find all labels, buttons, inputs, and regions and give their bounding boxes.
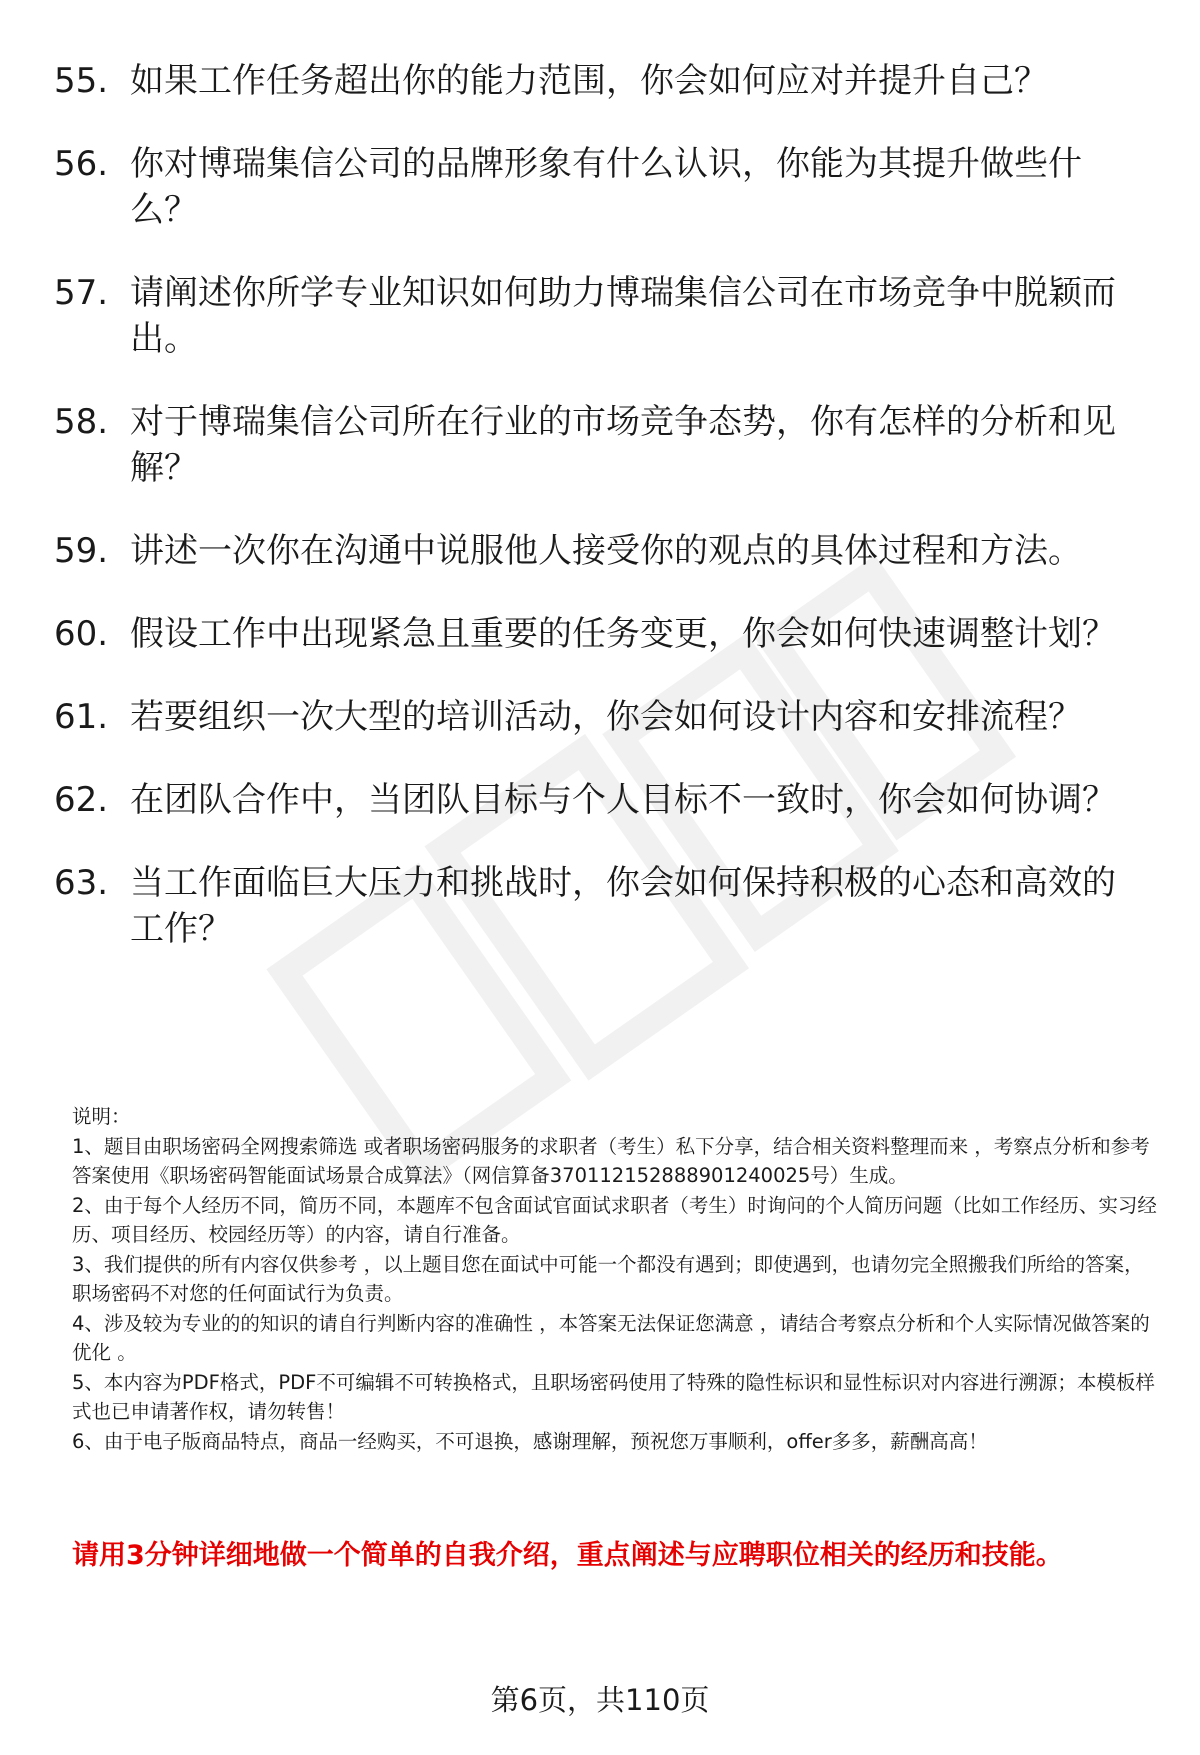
question-number: 59. xyxy=(54,531,109,571)
question-text: 对于博瑞集信公司所在行业的市场竞争态势，你有怎样的分析和见解？ xyxy=(130,402,1116,488)
note-item: 2、由于每个人经历不同，简历不同，本题库不包含面试官面试求职者（考生）时询问的个人简历问题（比如工作经历、实习经历、项目经历、校园经历等）的内容，请自行准备。 xyxy=(72,1193,1157,1246)
question-text: 你对博瑞集信公司的品牌形象有什么认识，你能为其提升做些什么？ xyxy=(130,144,1082,230)
question-number: 63. xyxy=(54,863,109,903)
question-text: 讲述一次你在沟通中说服他人接受你的观点的具体过程和方法。 xyxy=(130,531,1082,571)
question-item xyxy=(0,777,1200,823)
question-text: 假设工作中出现紧急且重要的任务变更，你会如何快速调整计划？ xyxy=(130,614,1116,654)
question-number: 60. xyxy=(54,614,109,654)
note-item: 6、由于电子版商品特点，商品一经购买，不可退换，感谢理解，预祝您万事顺利，offer多多，薪酬高高！ xyxy=(72,1429,988,1453)
question-text: 若要组织一次大型的培训活动，你会如何设计内容和安排流程？ xyxy=(130,697,1082,737)
question-item xyxy=(0,860,1200,952)
question-text: 如果工作任务超出你的能力范围，你会如何应对并提升自己？ xyxy=(130,61,1048,101)
question-text: 在团队合作中，当团队目标与个人目标不一致时，你会如何协调？ xyxy=(130,780,1116,820)
question-number: 61. xyxy=(54,697,109,737)
question-item xyxy=(0,611,1200,657)
question-text: 当工作面临巨大压力和挑战时，你会如何保持积极的心态和高效的工作？ xyxy=(130,863,1116,949)
question-list xyxy=(0,58,1200,989)
question-text: 请阐述你所学专业知识如何助力博瑞集信公司在市场竞争中脱颖而出。 xyxy=(130,273,1116,359)
question-item xyxy=(0,528,1200,574)
highlight-question: 请用3分钟详细地做一个简单的自我介绍，重点阐述与应聘职位相关的经历和技能。 xyxy=(72,1540,1063,1571)
question-item xyxy=(0,58,1200,104)
note-item: 1、题目由职场密码全网搜索筛选 或者职场密码服务的求职者（考生）私下分享，结合相关资料整理而来 ，考察点分析和参考答案使用《职场密码智能面试场景合成算法》（网信算备370112152888901240025号）生成。 xyxy=(72,1134,1150,1187)
note-item: 4、涉及较为专业的的知识的请自行判断内容的准确性 ，本答案无法保证您满意 ，请结合考察点分析和个人实际情况做答案的优化 。 xyxy=(72,1311,1150,1364)
page-number: 第6页，共110页 xyxy=(490,1683,710,1717)
notes-section xyxy=(72,1102,1160,1456)
question-number: 56. xyxy=(54,144,109,184)
note-item: 3、我们提供的所有内容仅供参考 ，以上题目您在面试中可能一个都没有遇到；即使遇到，也请勿完全照搬我们所给的答案，职场密码不对您的任何面试行为负责。 xyxy=(72,1252,1144,1305)
question-item xyxy=(0,141,1200,233)
note-item: 5、本内容为PDF格式，PDF不可编辑不可转换格式，且职场密码使用了特殊的隐性标识和显性标识对内容进行溯源；本模板样式也已申请著作权，请勿转售！ xyxy=(72,1370,1155,1423)
question-number: 62. xyxy=(54,780,109,820)
question-item xyxy=(0,270,1200,362)
question-number: 58. xyxy=(54,402,109,442)
question-number: 57. xyxy=(54,273,109,313)
question-item xyxy=(0,399,1200,491)
notes-heading: 说明： xyxy=(72,1105,131,1128)
question-item xyxy=(0,694,1200,740)
question-number: 55. xyxy=(54,61,109,101)
